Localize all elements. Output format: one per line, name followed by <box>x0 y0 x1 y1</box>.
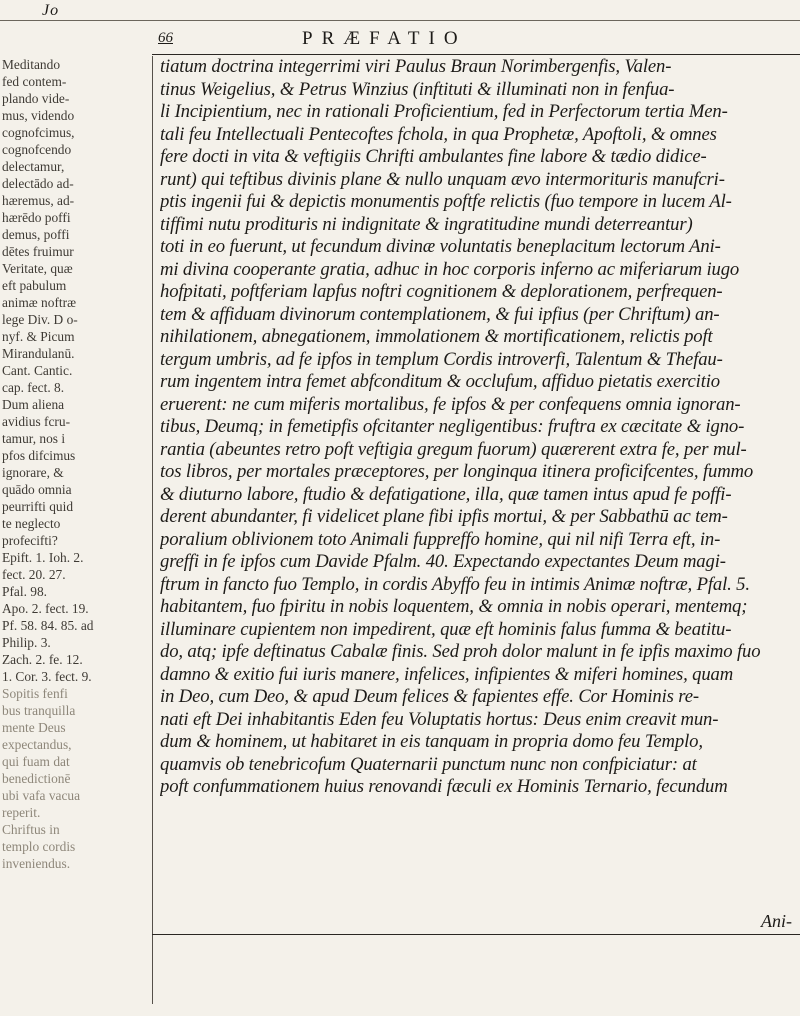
margin-note: delectādo ad- <box>2 176 74 191</box>
margin-note: te neglecto <box>2 516 61 531</box>
margin-note: peurrifti quid <box>2 499 74 514</box>
text-line: tiffimi nutu prodituris ni indignitate & ingratitudine mundi deterreantur) <box>160 213 693 235</box>
top-rule <box>0 20 800 21</box>
text-line: nihilationem, abnegationem, immolationem & mortificationem, relictis poft <box>160 326 713 347</box>
margin-note: Pfal. 98. <box>2 584 48 599</box>
text-line: & diuturno labore, ftudio & defatigatione, illa, quæ tamen intus apud fe poffi- <box>160 483 732 505</box>
text-line: tinus Weigelius, & Petrus Winzius (inftituti & illuminati non in fenfua- <box>160 78 675 100</box>
text-line: damno & exitio fui iuris manere, infelices, infipientes & miferi homines, quam <box>160 663 734 685</box>
text-line: greffi in fe ipfos cum Davide Pfalm. 40. Expectando expectantes Deum magi- <box>160 551 726 572</box>
text-line: fere docti in vita & veftigiis Chrifti ambulantes fine labore & tædio didice- <box>160 146 707 167</box>
running-head: PRÆFATIO <box>302 28 467 49</box>
margin-note: avidius fcru- <box>2 414 71 429</box>
margin-note: cognofcendo <box>2 142 72 157</box>
margin-note: plando vide- <box>2 91 70 106</box>
margin-note: expectandus, <box>2 737 72 752</box>
margin-note: cognofcimus, <box>2 125 75 140</box>
text-line: hofpitati, poftferiam lapfus noftri cognitionem & deplorationem, perfrequen- <box>160 281 723 302</box>
text-line: tos libros, per mortales præceptores, per longinqua itinera proficifcentes, fummo <box>160 461 754 482</box>
margin-note: bus tranquilla <box>2 703 76 718</box>
margin-note: qui fuam dat <box>2 754 70 769</box>
text-line: poft confummationem huius renovandi fæculi ex Hominis Ternario, fecundum <box>160 776 728 797</box>
margin-note: pfos difcimus <box>2 448 76 463</box>
margin-note: tamur, nos i <box>2 431 66 446</box>
margin-note: inveniendus. <box>2 856 71 871</box>
margin-note: dētes fruimur <box>2 244 74 259</box>
bottom-rule <box>152 934 800 935</box>
margin-note: hærēdo poffi <box>2 210 71 225</box>
catchword: Ani- <box>761 911 792 931</box>
margin-note: templo cordis <box>2 839 76 854</box>
header-rule <box>152 54 800 55</box>
text-line: habitantem, fuo fpiritu in nobis loquentem, & omnia in nobis operari, mentemq; <box>160 596 748 617</box>
margin-note: delectamur, <box>2 159 65 174</box>
text-line: ptis ingenii fui & depictis monumentis poftfe relictis (fuo tempore in lucem Al- <box>160 191 732 212</box>
margin-note: Zach. 2. fe. 12. <box>2 652 83 667</box>
margin-note: ignorare, & <box>2 465 64 480</box>
text-line: mi divina cooperante gratia, adhuc in hoc corporis inferno ac miferiarum iugo <box>160 258 740 280</box>
margin-note: quādo omnia <box>2 482 72 497</box>
text-line: li Incipientium, nec in rationali Proficientium, fed in Perfectorum tertia Men- <box>160 101 728 122</box>
margin-note: fect. 20. 27. <box>2 567 66 582</box>
text-line: rantia (abeuntes retro poft veftigia gregum fuorum) quærerent extra fe, per mul- <box>160 438 747 460</box>
text-line: tibus, Deumq; in femetipfis ofcitanter negligentibus: fruftra ex cæcitate & igno- <box>160 416 745 437</box>
margin-note: Pf. 58. 84. 85. ad <box>2 618 94 633</box>
page-header <box>152 28 800 52</box>
margin-note: Meditando <box>2 57 61 72</box>
margin-note: eft pabulum <box>2 278 67 293</box>
text-line: ftrum in fancto fuo Templo, in cordis Abyffo feu in intimis Animæ noftræ, Pfal. 5. <box>160 573 750 595</box>
text-line: rum ingentem intra femet abfconditum & occlufum, affiduo pietatis exercitio <box>160 371 721 392</box>
margin-note: Dum aliena <box>2 397 65 412</box>
text-line: dum & hominem, ut habitaret in eis tanquam in propria domo feu Templo, <box>160 731 703 752</box>
margin-note: Mirandulanū. <box>2 346 75 361</box>
margin-note: Philip. 3. <box>2 635 51 650</box>
margin-note: profecifti? <box>2 533 58 548</box>
margin-note: Sopitis fenfi <box>2 686 68 701</box>
text-line: poralium oblivionem toto Animali fuppreffo homine, qui nil nifi Terra eft, in- <box>160 528 721 550</box>
text-line: in Deo, cum Deo, & apud Deum felices & fapientes effe. Cor Hominis re- <box>160 686 699 707</box>
signature-mark: Jo <box>42 2 60 19</box>
margin-note: Apo. 2. fect. 19. <box>2 601 89 616</box>
margin-note: demus, poffi <box>2 227 70 242</box>
margin-note: Veritate, quæ <box>2 261 73 276</box>
text-line: eruerent: ne cum miferis mortalibus, fe ipfos & per confequens omnia ignoran- <box>160 393 741 415</box>
blank-paper-area <box>152 936 800 1016</box>
margin-note: ubi vafa vacua <box>2 788 81 803</box>
margin-notes <box>2 56 152 872</box>
text-line: tiatum doctrina integerrimi viri Paulus Braun Norimbergenfis, Valen- <box>160 56 672 77</box>
text-line: derent abundanter, fi videlicet plane fibi ipfis mortui, & per Sabbathū ac tem- <box>160 506 728 527</box>
margin-note: nyf. & Picum <box>2 329 75 344</box>
page-number: 66 <box>158 30 173 46</box>
margin-note: fed contem- <box>2 74 67 89</box>
margin-note: 1. Cor. 3. fect. 9. <box>2 669 92 684</box>
text-line: tali feu Intellectuali Pentecoftes fchola, in qua Prophetæ, Apoftoli, & omnes <box>160 123 717 145</box>
text-line: tem & affiduam divinorum contemplationem, & fui ipfius (per Chriftum) an- <box>160 303 720 325</box>
margin-note: Cant. Cantic. <box>2 363 73 378</box>
body-text <box>160 56 796 799</box>
margin-note: benedictionē <box>2 771 71 786</box>
margin-note: hæremus, ad- <box>2 193 75 208</box>
margin-note: reperit. <box>2 805 41 820</box>
text-line: illuminare cupientem non impedirent, quæ eft hominis falus fumma & beatitu- <box>160 618 732 640</box>
text-line: nati eft Dei inhabitantis Eden feu Voluptatis hortus: Deus enim creavit mun- <box>160 708 719 730</box>
margin-note: lege Div. D o- <box>2 312 78 327</box>
margin-note: Epift. 1. Ioh. 2. <box>2 550 84 565</box>
text-line: tergum umbris, ad fe ipfos in templum Cordis introverfi, Talentum & Thefau- <box>160 348 723 370</box>
margin-note: Chriftus in <box>2 822 60 837</box>
margin-note: mus, videndo <box>2 108 75 123</box>
text-line: do, atq; ipfe deftinatus Cabalæ finis. Sed proh dolor malunt in fe ipfis maximo fuo <box>160 641 761 662</box>
margin-note: cap. fect. 8. <box>2 380 65 395</box>
margin-note: mente Deus <box>2 720 66 735</box>
text-line: toti in eo fuerunt, ut fecundum divinæ voluntatis beneplacitum lectorum Ani- <box>160 236 721 257</box>
text-line: runt) qui teftibus divinis plane & nullo unquam ævo intermorituris manufcri- <box>160 168 725 190</box>
margin-note: animæ noftræ <box>2 295 77 310</box>
text-line: quamvis ob tenebricofum Quaternarii punctum nunc non confpiciatur: at <box>160 753 697 775</box>
column-rule <box>152 56 153 1004</box>
